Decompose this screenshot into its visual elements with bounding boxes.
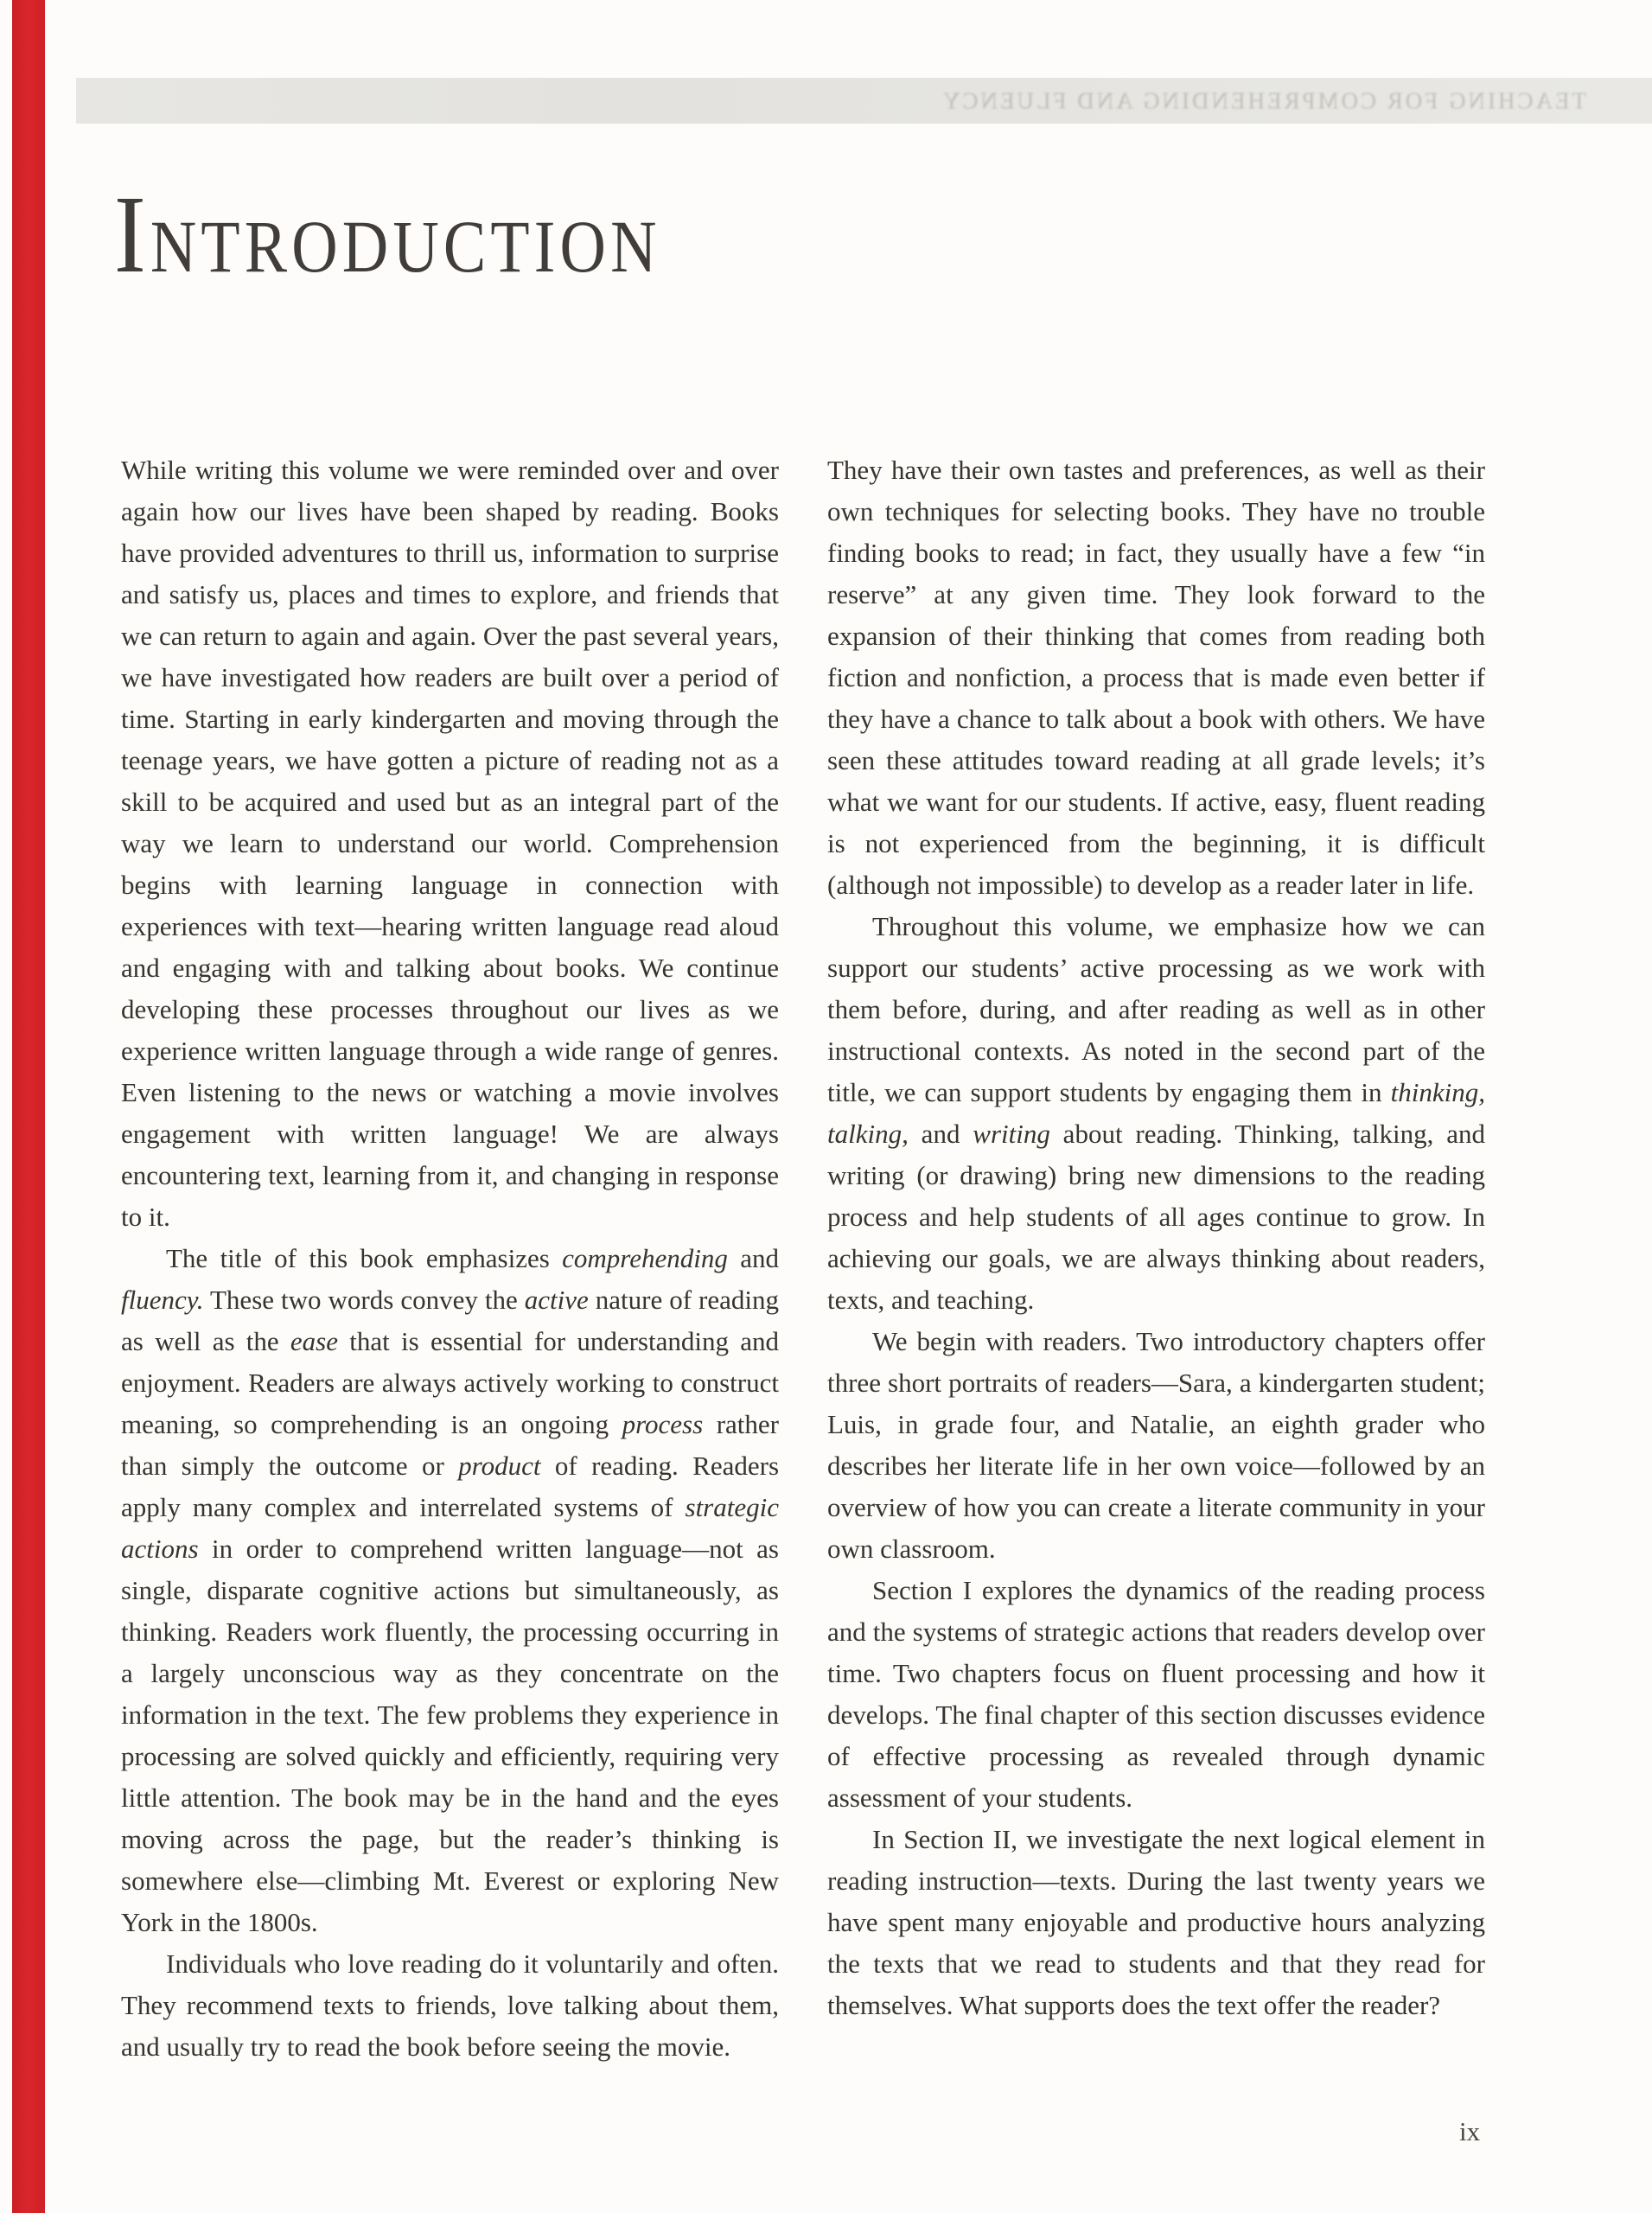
italic-term: process [622, 1409, 704, 1439]
body-columns [121, 450, 1485, 2068]
italic-term: active [524, 1285, 589, 1315]
text-run: While writing this volume we were reminded over and over again how our lives have been shaped by reading. Books have provided adventures to thrill us, information to surprise and satisfy us, places and times to explore, and friends that we can return to again and again. Over the past several years, we have investigated how readers are built over a period of time. Starting in early kindergarten and moving through the teenage years, we have gotten a picture of reading not as a skill to be acquired and used but as an integral part of the way we learn to understand our world. Comprehension begins with learning language in connection with experiences with text—hearing written language read aloud and engaging with and talking about books. We continue developing these processes throughout our lives as we experience written language through a wide range of genres. Even listening to the news or watching a movie involves engagement with written language! We are always encountering text, learning from it, and changing in response to it. [121, 455, 779, 1232]
text-run: The title of this book emphasizes [166, 1243, 563, 1273]
paragraph [827, 906, 1485, 1321]
text-run: of reading. Readers apply many complex and interrelated systems of [121, 1451, 780, 1522]
paragraph [827, 450, 1485, 906]
text-run: Individuals who love reading do it voluntarily and often. They recommend texts to friends, love talking about them, and usually try to read the book before seeing the movie. [121, 1948, 779, 2062]
paragraph [121, 1943, 779, 2068]
right-column [827, 450, 1485, 2068]
text-run: We begin with readers. Two introductory chapters offer three short portraits of readers—Sara, a kindergarten student; Luis, in grade four, and Natalie, an eighth grader who describes her literate life in her own voice—followed by an overview of how you can create a literate community in your own classroom. [827, 1326, 1485, 1564]
page-number: ix [1459, 2116, 1481, 2146]
left-column [121, 450, 779, 2068]
text-run: nature of reading as well as the [121, 1285, 780, 1356]
text-run: and [727, 1243, 779, 1273]
paragraph [121, 1238, 779, 1943]
red-spine-stripe [12, 0, 45, 2213]
italic-term: ease [290, 1326, 339, 1356]
header-ghost-text: TEACHING FOR COMPREHENDING AND FLUENCY [941, 87, 1587, 113]
text-run: rather than simply the outcome or [121, 1409, 779, 1481]
italic-term: fluency. [121, 1285, 204, 1315]
italic-term: strategic actions [121, 1492, 779, 1564]
chapter-title [114, 173, 661, 296]
text-run: In Section II, we investigate the next logical element in reading instruction—texts. During the last twenty years we have spent many enjoyable and productive hours analyzing the texts that we read to students and that they read for themselves. What supports does the text offer the reader? [827, 1824, 1485, 2020]
italic-term: thinking, talking, [827, 1077, 1485, 1149]
title-drop-cap: I [114, 173, 150, 296]
paragraph [827, 1819, 1485, 2026]
italic-term: product [458, 1451, 541, 1481]
paragraph [827, 1321, 1485, 1570]
italic-term: comprehending [562, 1243, 728, 1273]
text-run: Section I explores the dynamics of the reading process and the systems of strategic actions that readers develop over time. Two chapters focus on fluent processing and how it develops. The final chapter of this section discusses evidence of effective processing as revealed through dynamic assessment of your students. [827, 1575, 1485, 1813]
paragraph [827, 1570, 1485, 1819]
title-rest: NTRODUCTION [150, 205, 661, 288]
paragraph [121, 450, 779, 1238]
text-run: Throughout this volume, we emphasize how we can support our students’ active processing as we work with them before, during, and after reading as well as in other instructional contexts. As noted in the second part of the title, we can support students by engaging them in [827, 911, 1485, 1107]
text-run: and [908, 1119, 973, 1149]
header-band [76, 78, 1652, 124]
italic-term: writing [973, 1119, 1050, 1149]
text-run: that is essential for understanding and enjoyment. Readers are always actively working to construct meaning, so comprehending is an ongoing [121, 1326, 779, 1439]
text-run: in order to comprehend written language—not as single, disparate cognitive actions but simultaneously, as thinking. Readers work fluently, the processing occurring in a largely unconscious way as they concentrate on the information in the text. The few problems they experience in processing are solved quickly and efficiently, requiring very little attention. The book may be in the hand and the eyes moving across the page, but the reader’s thinking is somewhere else—climbing Mt. Everest or exploring New York in the 1800s. [121, 1534, 779, 1937]
text-run: These two words convey the [203, 1285, 525, 1315]
text-run: They have their own tastes and preferences, as well as their own techniques for selecting books. They have no trouble finding books to read; in fact, they usually have a few “in reserve” at any given time. They look forward to the expansion of their thinking that comes from reading both fiction and nonfiction, a process that is made even better if they have a chance to talk about a book with others. We have seen these attitudes toward reading at all grade levels; it’s what we want for our students. If active, easy, fluent reading is not experienced from the beginning, it is difficult (although not impossible) to develop as a reader later in life. [827, 455, 1485, 900]
text-run: about reading. Thinking, talking, and writing (or drawing) bring new dimensions to the reading process and help students of all ages continue to grow. In achieving our goals, we are always thinking about readers, texts, and teaching. [827, 1119, 1485, 1315]
